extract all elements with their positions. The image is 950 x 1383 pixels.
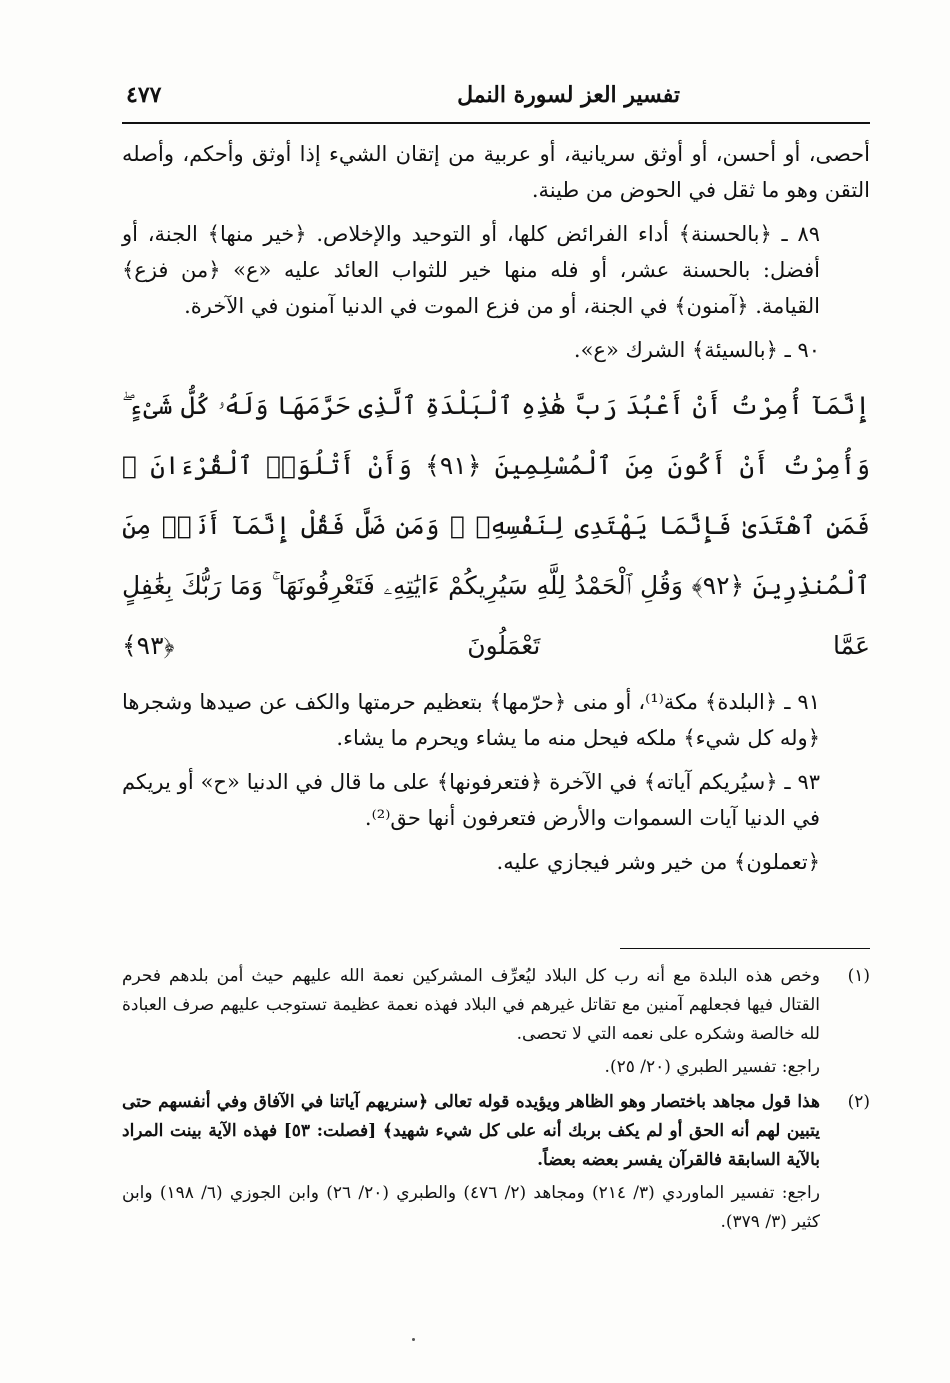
paragraph-verse-93: ٩٣ ـ ﴿سيُريكم آياته﴾ في الآخرة ﴿فتعرفونها﴾ على ما قال في الدنيا «ح» أو يريكم في الدنيا آيات السموات والأرض فتعرفون أنها حق⁽²⁾.	[122, 770, 820, 830]
main-text	[122, 136, 870, 888]
footnote-number: (٢)	[847, 1092, 870, 1112]
footnote-2	[122, 1088, 870, 1237]
paragraph-tamalun: ﴿تعملون﴾ من خير وشر فيجازي عليه.	[496, 850, 820, 874]
footnote-1	[122, 962, 870, 1082]
footnote-separator	[620, 948, 870, 949]
quran-verses-block: إِنَّمَآ أُمِرْتُ أَنْ أَعْبُدَ رَبَّ هَٰذِهِ ٱلْبَلْدَةِ ٱلَّذِى حَرَّمَهَا وَلَهُۥ كُلُّ شَىْءٍ ۖ وَأُمِرْتُ أَنْ أَكُونَ مِنَ ٱلْمُسْلِمِينَ ﴿٩١﴾ وَأَنْ أَتْلُوَا۟ ٱلْقُرْءَانَ ۖ فَمَنِ ٱهْتَدَىٰ فَإِنَّمَا يَهْتَدِى لِنَفْسِهِۦ ۖ وَمَن ضَلَّ فَقُلْ إِنَّمَآ أَنَا۠ مِنَ ٱلْمُنذِرِينَ ﴿٩٢﴾ وَقُلِ ٱلْحَمْدُ لِلَّهِ سَيُرِيكُمْ ءَايَٰتِهِۦ فَتَعْرِفُونَهَا ۚ وَمَا رَبُّكَ بِغَٰفِلٍ عَمَّا تَعْمَلُونَ ﴿٩٣﴾	[122, 391, 870, 660]
header-rule	[122, 122, 870, 124]
page-header	[122, 78, 870, 120]
paragraph-verse-91: ٩١ ـ ﴿البلدة﴾ مكة⁽¹⁾، أو منى ﴿حرّمها﴾ بتعظيم حرمتها والكف عن صيدها وشجرها ﴿وله كل شيء﴾ ملكه فيحل منه ما يشاء ويحرم ما يشاء.	[122, 690, 820, 750]
footnote-number: (١)	[847, 966, 870, 986]
footnotes	[122, 962, 870, 1243]
scan-speck	[412, 1338, 415, 1341]
paragraph-verse-89: ٨٩ ـ ﴿بالحسنة﴾ أداء الفرائض كلها، أو التوحيد والإخلاص. ﴿خير منها﴾ الجنة، أو أفضل: بالحسنة عشر، أو فله منها خير للثواب العائد عليه «ع» ﴿من فزع﴾ القيامة. ﴿آمنون﴾ في الجنة، أو من فزع الموت في الدنيا آمنون في الآخرة.	[122, 222, 820, 318]
footnote-reference: راجع: تفسير الطبري (٢٠/ ٢٥).	[604, 1057, 820, 1077]
footnote-reference: راجع: تفسير الماوردي (٣/ ٢١٤) ومجاهد (٢/ ٤٧٦) والطبري (٢٠/ ٢٦) وابن الجوزي (٦/ ١٩٨) وابن كثير (٣/ ٣٧٩).	[122, 1183, 820, 1232]
footnote-text: هذا قول مجاهد باختصار وهو الظاهر ويؤيده قوله تعالى ﴿سنريهم آياتنا في الآفاق وفي أنفسهم حتى يتبين لهم أنه الحق أو لم يكف بربك أنه على كل شيء شهيد﴾ [فصلت: ٥٣] فهذه الآية بينت المراد بالآية السابقة فالقرآن يفسر بعضه بعضاً.	[122, 1092, 820, 1170]
page-number: ٤٧٧	[126, 82, 162, 108]
running-title: تفسير العز لسورة النمل	[457, 82, 680, 108]
footnote-text: وخص هذه البلدة مع أنه رب كل البلاد ليُعرِّف المشركين نعمة الله عليهم حيث أمن بلدهم فحرم القتال فيها فجعلهم آمنين مع تقاتل غيرهم في البلاد فهذه نعمة عظيمة تستوجب عليهم صرف العبادة لله خالصة وشكره على نعمه التي لا تحصى.	[122, 966, 820, 1044]
paragraph-continuation: أحصى، أو أحسن، أو أوثق سريانية، أو عربية من إتقان الشيء إذا أوثق وأحكم، وأصله التقن وهو ما ثقل في الحوض من طينة.	[122, 142, 870, 202]
paragraph-verse-90: ٩٠ ـ ﴿بالسيئة﴾ الشرك «ع».	[573, 338, 820, 362]
